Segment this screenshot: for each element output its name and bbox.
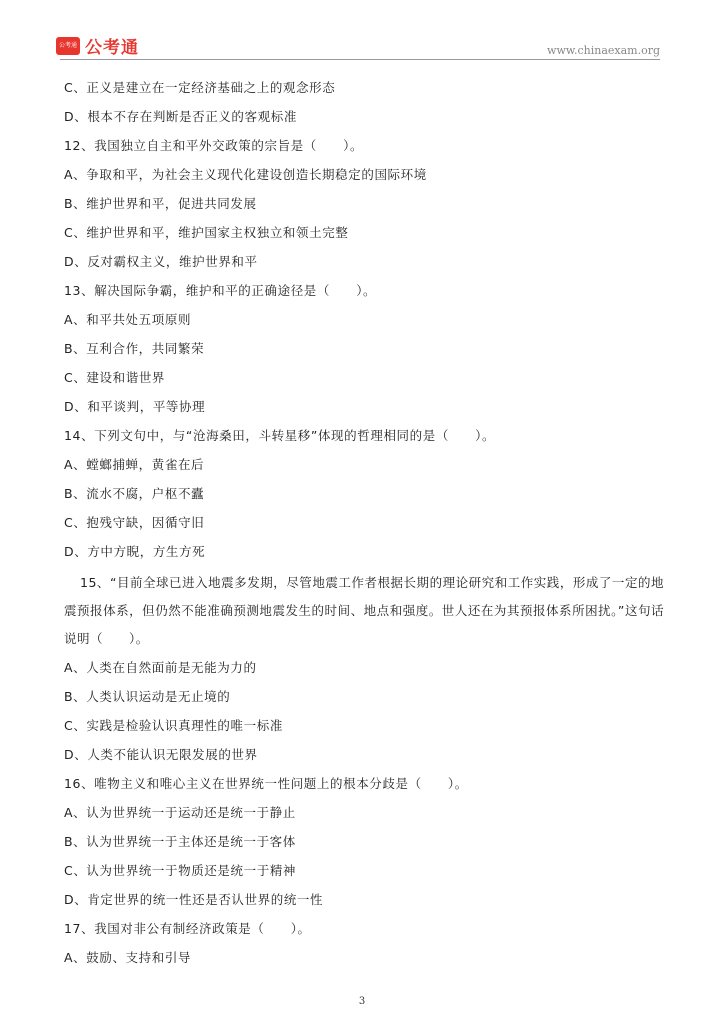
option-14-b: B、流水不腐，户枢不蠹 (64, 486, 205, 501)
option-14-a: A、螳螂捕蝉，黄雀在后 (64, 457, 205, 472)
question-14: 14、下列文句中，与“沧海桑田，斗转星移”体现的哲理相同的是（ ）。 (64, 428, 496, 443)
document-body (64, 76, 664, 975)
page-header (0, 0, 724, 62)
header-divider (60, 59, 660, 60)
option-16-a: A、认为世界统一于运动还是统一于静止 (64, 805, 296, 820)
option-12-a: A、争取和平，为社会主义现代化建设创造长期稳定的国际环境 (64, 167, 427, 182)
option-12-c: C、维护世界和平，维护国家主权独立和领土完整 (64, 225, 349, 240)
option-17-a: A、鼓励、支持和引导 (64, 950, 192, 965)
option-12-b: B、维护世界和平，促进共同发展 (64, 196, 257, 211)
option-15-b: B、人类认识运动是无止境的 (64, 689, 231, 704)
logo-text: 公考通 (85, 38, 139, 58)
option-16-d: D、肯定世界的统一性还是否认世界的统一性 (64, 892, 324, 907)
option-15-c: C、实践是检验认识真理性的唯一标准 (64, 718, 283, 733)
question-12: 12、我国独立自主和平外交政策的宗旨是（ ）。 (64, 138, 364, 153)
site-url: www.chinaexam.org (547, 44, 660, 57)
page-number: 3 (358, 996, 366, 1007)
question-17: 17、我国对非公有制经济政策是（ ）。 (64, 921, 311, 936)
logo-badge: 公考通 (56, 37, 80, 55)
question-16: 16、唯物主义和唯心主义在世界统一性问题上的根本分歧是（ ）。 (64, 776, 468, 791)
option-15-d: D、人类不能认识无限发展的世界 (64, 747, 258, 762)
option-16-c: C、认为世界统一于物质还是统一于精神 (64, 863, 297, 878)
option-14-d: D、方中方睨，方生方死 (64, 544, 206, 559)
option-12-d: D、反对霸权主义，维护世界和平 (64, 254, 258, 269)
option-16-b: B、认为世界统一于主体还是统一于客体 (64, 834, 296, 849)
option-13-c: C、建设和谐世界 (64, 370, 166, 385)
option-13-a: A、和平共处五项原则 (64, 312, 192, 327)
logo (56, 33, 139, 58)
question-13: 13、解决国际争霸，维护和平的正确途径是（ ）。 (64, 283, 377, 298)
option-12-prev-d: D、根本不存在判断是否正义的客观标准 (64, 109, 297, 124)
option-14-c: C、抱残守缺，因循守旧 (64, 515, 205, 530)
option-12-prev-c: C、正义是建立在一定经济基础之上的观念形态 (64, 80, 336, 95)
option-13-b: B、互利合作，共同繁荣 (64, 341, 205, 356)
question-15: 15、“目前全球已进入地震多发期，尽管地震工作者根据长期的理论研究和工作实践，形成了一定的地震预报体系，但仍然不能准确预测地震发生的时间、地点和强度。世人还在为其预报体系所困扰。”这句话说明（ ）。 (64, 575, 664, 646)
option-15-a: A、人类在自然面前是无能为力的 (64, 660, 257, 675)
option-13-d: D、和平谈判，平等协理 (64, 399, 206, 414)
